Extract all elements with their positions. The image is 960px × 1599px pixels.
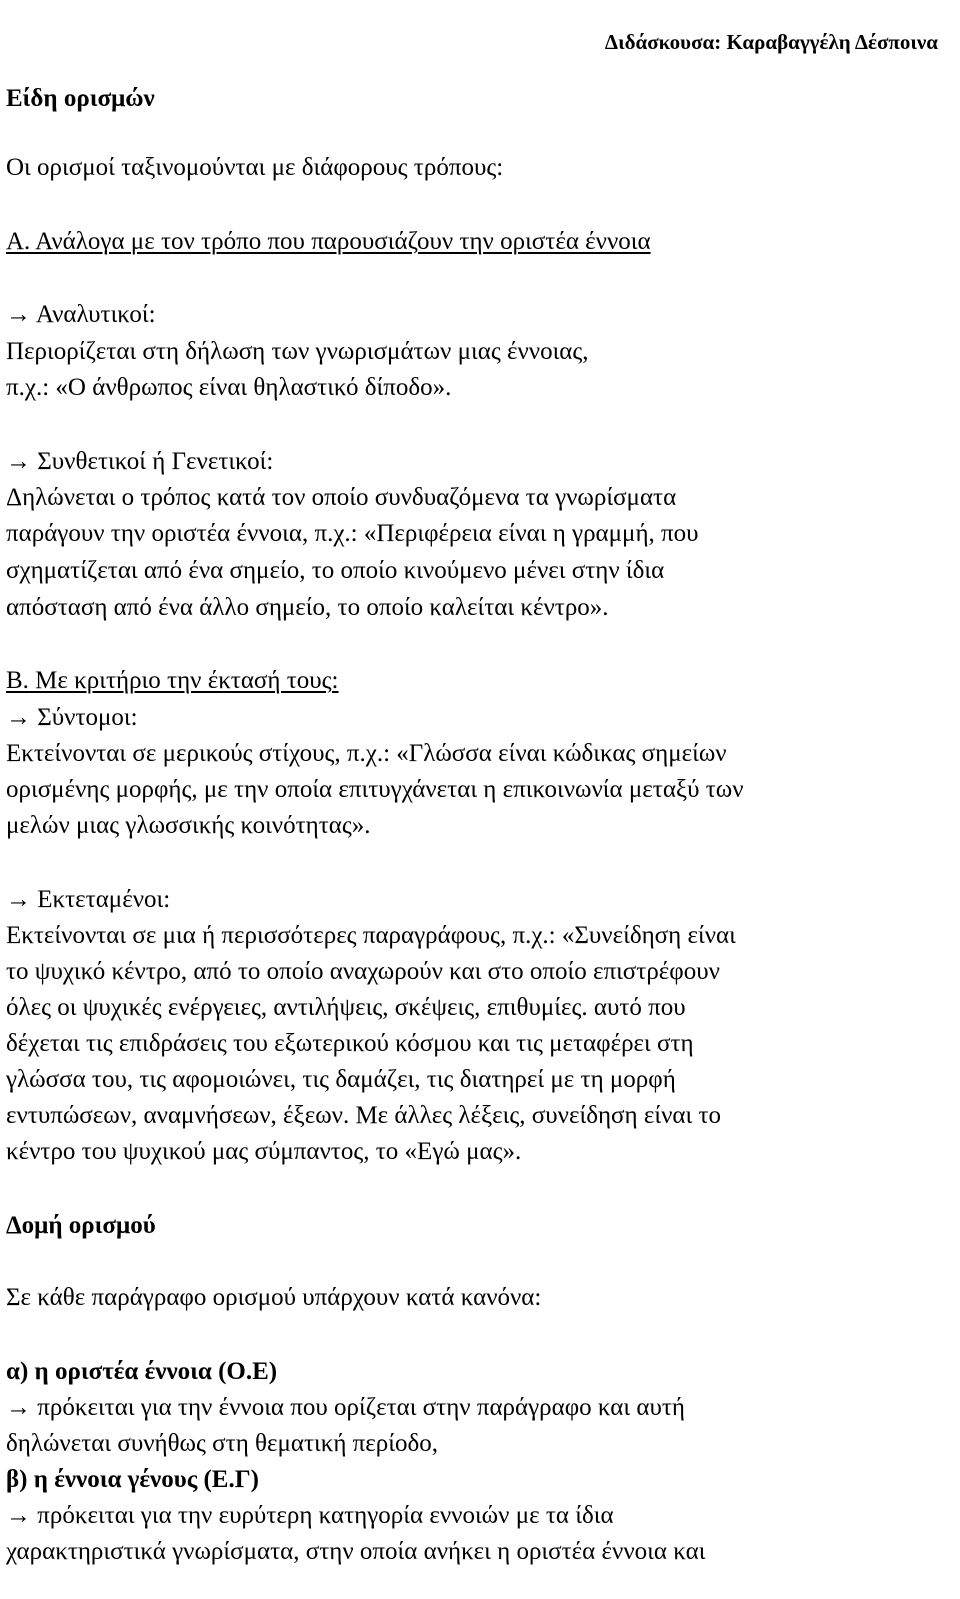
text-line: → Συνθετικοί ή Γενετικοί: (6, 448, 274, 475)
text-line: → Σύντομοι: (6, 704, 138, 731)
text-line: σχηματίζεται από ένα σημείο, το οποίο κινούμενο μένει στην ίδια (6, 557, 665, 584)
text-line: παράγουν την οριστέα έννοια, π.χ.: «Περιφέρεια είναι η γραμμή, που (6, 520, 699, 547)
text-line: Περιορίζεται στη δήλωση των γνωρισμάτων μιας έννοιας, (6, 338, 589, 365)
subheading-line: Β. Με κριτήριο την έκτασή τους: (6, 667, 339, 694)
text-line: δηλώνεται συνήθως στη θεματική περίοδο, (6, 1430, 439, 1457)
heading-line: α) η οριστέα έννοια (Ο.Ε) (6, 1358, 278, 1385)
text-line: π.χ.: «Ο άνθρωπος είναι θηλαστικό δίποδο». (6, 374, 452, 401)
text-line: → Εκτεταμένοι: (6, 886, 171, 913)
text-line: το ψυχικό κέντρο, από το οποίο αναχωρούν και στο οποίο επιστρέφουν (6, 958, 720, 985)
text-line: Εκτείνονται σε μια ή περισσότερες παραγράφους, π.χ.: «Συνείδηση είναι (6, 922, 736, 949)
text-line: Σε κάθε παράγραφο ορισμού υπάρχουν κατά κανόνα: (6, 1284, 542, 1311)
text-line: Εκτείνονται σε μερικούς στίχους, π.χ.: «Γλώσσα είναι κώδικας σημείων (6, 740, 727, 767)
text-line: μελών μιας γλωσσικής κοινότητας». (6, 812, 371, 839)
text-line: χαρακτηριστικά γνωρίσματα, στην οποία ανήκει η οριστέα έννοια και (6, 1538, 706, 1565)
teacher-header: Διδάσκουσα: Καραβαγγέλη Δέσποινα (604, 30, 938, 54)
text-line: ορισμένης μορφής, με την οποία επιτυγχάνεται η επικοινωνία μεταξύ των (6, 776, 744, 803)
heading-line: Δομή ορισμού (6, 1212, 156, 1239)
heading-line: Είδη ορισμών (6, 85, 155, 112)
text-line: Οι ορισμοί ταξινομούνται με διάφορους τρόπους: (6, 154, 504, 181)
text-line: δέχεται τις επιδράσεις του εξωτερικού κόσμου και τις μεταφέρει στη (6, 1030, 694, 1057)
text-line: απόσταση από ένα άλλο σημείο, το οποίο καλείται κέντρο». (6, 594, 609, 621)
text-line: Δηλώνεται ο τρόπος κατά τον οποίο συνδυαζόμενα τα γνωρίσματα (6, 484, 677, 511)
text-line: → πρόκειται για την έννοια που ορίζεται στην παράγραφο και αυτή (6, 1394, 685, 1421)
heading-line: β) η έννοια γένους (Ε.Γ) (6, 1466, 259, 1493)
text-line: γλώσσα του, τις αφομοιώνει, τις δαμάζει, τις διατηρεί με τη μορφή (6, 1066, 676, 1093)
text-line: κέντρο του ψυχικού μας σύμπαντος, το «Εγώ μας». (6, 1138, 522, 1165)
text-line: → Αναλυτικοί: (6, 301, 156, 328)
text-line: όλες οι ψυχικές ενέργειες, αντιλήψεις, σκέψεις, επιθυμίες. αυτό που (6, 994, 686, 1021)
text-line: εντυπώσεων, αναμνήσεων, έξεων. Με άλλες λέξεις, συνείδηση είναι το (6, 1102, 721, 1129)
text-line: → πρόκειται για την ευρύτερη κατηγορία εννοιών με τα ίδια (6, 1502, 614, 1529)
subheading-line: Α. Ανάλογα με τον τρόπο που παρουσιάζουν την οριστέα έννοια (6, 228, 651, 255)
